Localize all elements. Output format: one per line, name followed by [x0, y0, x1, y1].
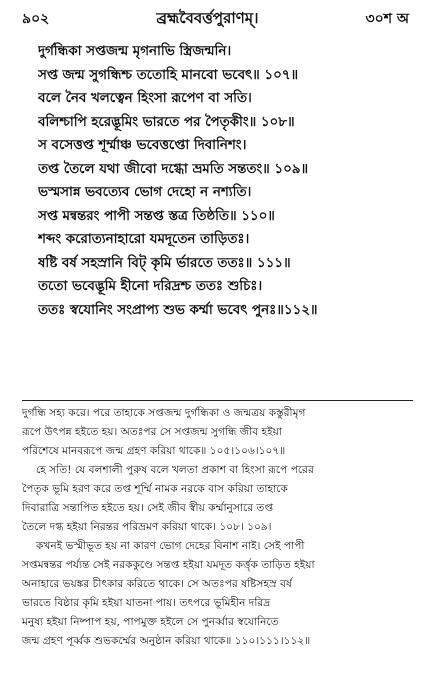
- sanskrit-verses: [38, 40, 415, 322]
- verse-line: দুর্গন্ধিকা সপ্তজন্ম মৃগনাভি স্ত্রিজন্মনি।: [38, 43, 232, 59]
- commentary-line: অনাহারে ভয়ঙ্কর চীৎকার করিতে থাকে। সে অতঃপর ষষ্টিসহস্র বর্ষ: [22, 578, 292, 590]
- running-title: ব্রহ্মবৈবর্ত্তপুরাণম্।: [156, 8, 259, 27]
- commentary-line: তৈলে দগ্ধ হইয়া নিরন্তর পরিভ্রমণ করিয়া থাকে। ১০৮। ১০৯।: [22, 521, 272, 533]
- verse-line: বলে নৈব খলত্বেন হিংসা রূপেণ বা সতি।: [38, 90, 252, 106]
- verse-line: ভস্মসান্ন ভবত্যেব ভোগ দেহো ন নশ্যতি।: [38, 184, 252, 200]
- bengali-commentary: [22, 404, 413, 651]
- verse-line: বলিশ্চাপি হরেদ্ভূমিং ভারতে পর পৈতৃকীং॥ ১০৮॥: [38, 113, 295, 130]
- commentary-line: হে সতি! যে বলশালী পুরুষ বলে খলতা প্রকাশ বা হিংসা রূপে পরের: [36, 464, 314, 476]
- commentary-line: পৈতৃক ভূমি হরণ করে তপ্ত শূর্ম্মি নামক নরকে বাস করিয়া তাহাকে: [22, 483, 288, 495]
- commentary-line: রূপে উৎপন্ন হইতে হয়। অতঃপর সে সপ্তজন্ম সুগন্ধি জীব হইয়া: [22, 426, 282, 438]
- verse-line: সপ্ত মন্বন্তরং পাপী সন্তপ্ত স্তত্র তিষ্ঠতি॥ ১১০॥: [38, 207, 275, 224]
- verse-line: শব্দং করোত্যনাহারো যমদূতেন তাড়িতঃ।: [38, 231, 250, 247]
- chapter-label: ৩০শ অ: [365, 11, 409, 27]
- commentary-line: সপ্তমন্বন্তর পর্য্যন্ত সেই নরককুণ্ডে সন্তপ্ত হইয়া যমদূত কর্ত্তৃক তাড়িত হইয়া: [22, 559, 315, 571]
- page-header: [22, 8, 409, 30]
- section-divider: [22, 400, 413, 401]
- page-number: ৯০২: [22, 11, 50, 27]
- commentary-line: জন্ম গ্রহণ পূর্ব্বক শুভকর্ম্মের অনুষ্ঠান করিয়া থাকে॥ ১১০।১১১।১১২॥: [22, 635, 311, 647]
- commentary-line: দুর্গন্ধি সহ্য করে। পরে তাহাকে সপ্তজন্ম দুর্গন্ধিকা ও জন্মত্রয় কস্তুরীমৃগ: [22, 407, 306, 419]
- commentary-line: দিবারাত্রি সন্তাপিত হইতে হয়। সেই জীব স্বীয় কর্ম্মানুসারে তপ্ত: [22, 502, 274, 514]
- verse-line: ততঃ স্বযোনিং সংপ্রাপ্য শুভ কর্ম্মা ভবেৎ পুনঃ॥১১২॥: [38, 301, 318, 318]
- commentary-line: কখনই ভস্মীভূত হয় না কারণ ভোগ দেহের বিনাশ নাই। সেই পাপী: [36, 540, 305, 552]
- verse-line: সপ্ত জন্ম সুগন্ধিশ্চ ততোহি মানবো ভবেৎ॥ ১০৭॥: [38, 66, 299, 83]
- commentary-line: পরিশেষে মানবরূপে জন্ম গ্রহণ করিয়া থাকে॥ ১০৫।১০৬।১০৭॥: [22, 445, 286, 457]
- verse-line: ষষ্টি বর্ষ সহস্রানি বিট্ কৃমি র্ভারতে ততঃ॥ ১১১॥: [38, 254, 291, 271]
- verse-line: স বসেত্তপ্ত শূর্ম্মাঞ্চ ভবেত্তপ্তো দিবানিশং।: [38, 137, 247, 153]
- verse-line: তপ্ত তৈলে যথা জীবো দগ্ধো ভ্রমতি সন্ততং॥ ১০৯॥: [38, 160, 309, 177]
- commentary-line: ভারতে বিষ্ঠার কৃমি হইয়া যাতনা পায়। তৎপরে ভূমিহীন দরিদ্র: [22, 597, 271, 609]
- verse-line: ততো ভবেদ্ভূমি হীনো দরিদ্রশ্চ ততঃ শুচিঃ।: [38, 278, 263, 294]
- commentary-line: মনুষ্য হইয়া নিষ্পাপ হয়, পাপমুক্ত হইলে সে পুনর্ব্বার স্বযোনিতে: [22, 616, 279, 628]
